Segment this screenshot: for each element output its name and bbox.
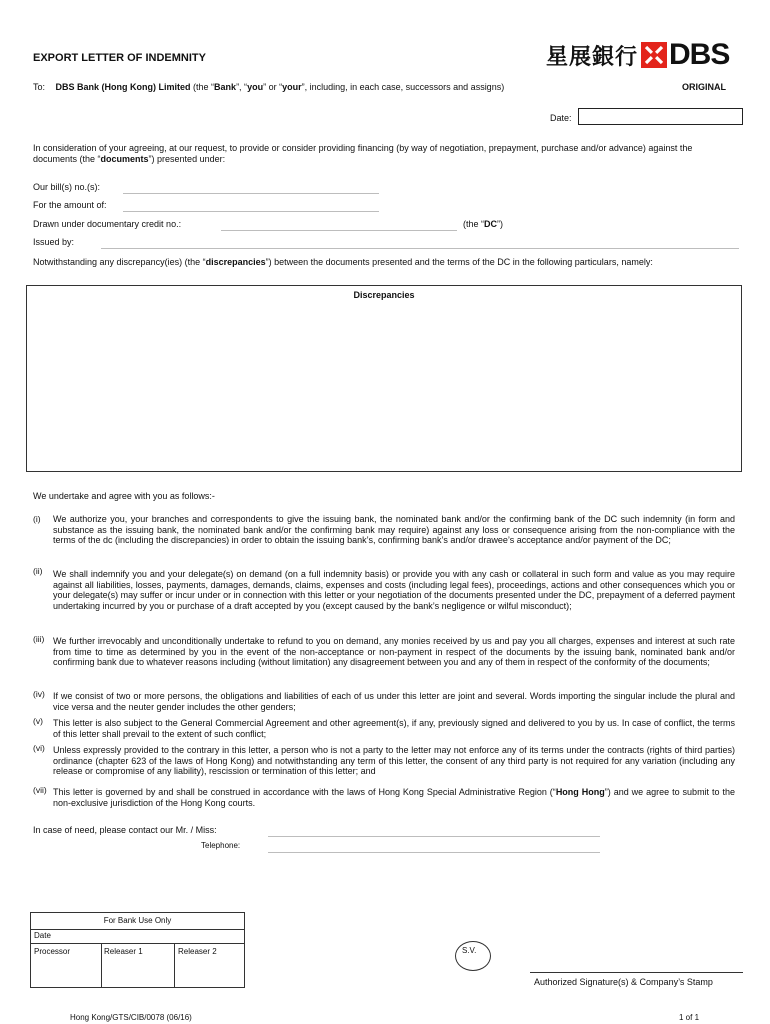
clause-5-text: This letter is also subject to the General Commercial Agreement and other agreement(s), if any, previously signed and delivered to you by us. In case of conflict, the terms of this letter shall prevail to the extent of such conflict; — [53, 718, 735, 739]
undertake-heading: We undertake and agree with you as follows:- — [33, 491, 215, 501]
dc-text-2: ”) — [497, 219, 504, 229]
discrepancy-paragraph — [33, 257, 733, 268]
bank-use-title: For Bank Use Only — [31, 913, 244, 930]
date-input[interactable] — [578, 108, 743, 125]
clause-4-number: (iv) — [33, 689, 45, 699]
term-bank: Bank — [214, 82, 237, 92]
sv-circle — [455, 941, 491, 971]
dc-label: Drawn under documentary credit no.: — [33, 219, 182, 229]
processor-cell: Processor — [34, 947, 71, 956]
clause-7-text — [53, 787, 735, 808]
to-text-4: ”, including, in each case, successors and assigns) — [301, 82, 505, 92]
dc-definition — [463, 219, 503, 230]
term-you: you — [247, 82, 264, 92]
date-label: Date: — [550, 113, 572, 123]
clause-6-text: Unless expressly provided to the contrary in this letter, a person who is not a party to the letter may not enforce any of its terms under the contracts (rights of third parties) ordinance (chapter 623 of the laws of Hong Kong) and notwithstanding any term of this letter, the consent of any third party is not required for any variation (including any release or compromise of any liability), rescission or termination of this letter; and — [53, 745, 735, 776]
dc-text-1: (the “ — [463, 219, 485, 229]
clause-3-text: We further irrevocably and unconditionally undertake to refund to you on demand, any monies received by us and pay you all charges, expenses and interest at such rate from time to time as determined by you in the event of the non-acceptance or non-payment in respect of the documents by the issuing bank, nominated bank and/or confirming bank due to whatever reasons including (without limitation) any disagreement between you and any of them in respect of the conformity of the documents; — [53, 636, 735, 667]
to-text-3: ” or “ — [263, 82, 283, 92]
contact-label: In case of need, please contact our Mr. / Miss: — [33, 825, 217, 835]
page-number: 1 of 1 — [679, 1013, 700, 1022]
discrepancies-box[interactable] — [26, 285, 742, 472]
issued-by-label: Issued by: — [33, 237, 75, 247]
to-text-1: (the “ — [190, 82, 215, 92]
bills-input[interactable] — [123, 193, 379, 194]
to-text-2: ”, “ — [236, 82, 248, 92]
term-documents: documents — [100, 153, 149, 164]
term-dc: DC — [484, 219, 498, 229]
clause-6-number: (vi) — [33, 743, 45, 753]
disc-text-1: Notwithstanding any discrepancy(ies) (the “ — [33, 257, 206, 267]
clause-5-number: (v) — [33, 716, 43, 726]
intro-text-1: In consideration of your agreeing, at our request, to provide or consider providing financing (by way of negotiation, prepayment, purchase and/or advance) against the documents (the “ — [33, 143, 693, 164]
bank-use-row-divider — [31, 943, 244, 944]
clause-2-number: (ii) — [33, 566, 43, 576]
clause-7-text-2: ”) and we agree to submit to the non-exclusive jurisdiction of the Hong Kong courts. — [53, 787, 735, 808]
dbs-logo — [546, 38, 729, 72]
issued-by-input[interactable] — [101, 248, 739, 249]
telephone-label: Telephone: — [201, 841, 241, 850]
logo-cjk-text: 星展銀行 — [546, 43, 639, 70]
bank-use-col-divider-2 — [174, 943, 175, 988]
to-bank: DBS Bank (Hong Kong) Limited — [55, 82, 191, 92]
to-label: To: — [33, 82, 46, 92]
releaser-1-cell: Releaser 1 — [104, 947, 143, 956]
discrepancies-box-title: Discrepancies — [353, 290, 415, 300]
dc-number-input[interactable] — [221, 230, 457, 231]
contact-name-input[interactable] — [268, 836, 600, 837]
form-code: Hong Kong/GTS/CIB/0078 (06/16) — [70, 1013, 192, 1022]
releaser-2-cell: Releaser 2 — [178, 947, 217, 956]
amount-label: For the amount of: — [33, 200, 107, 210]
intro-text-2: ”) presented under: — [148, 153, 226, 164]
logo-dbs-text: DBS — [669, 38, 730, 71]
clause-1-number: (i) — [33, 514, 41, 524]
clause-4-text: If we consist of two or more persons, the obligations and liabilities of each of us under this letter are joint and several. Words importing the singular include the plural and vice versa and the neuter gender includes the other genders; — [53, 691, 735, 712]
clause-3-number: (iii) — [33, 634, 45, 644]
original-label: ORIGINAL — [682, 82, 726, 92]
dbs-star-icon — [641, 42, 667, 68]
clause-7-number: (vii) — [33, 785, 47, 795]
bills-label: Our bill(s) no.(s): — [33, 182, 101, 192]
sv-label: S.V. — [462, 946, 477, 955]
intro-paragraph — [33, 143, 723, 164]
bank-use-col-divider-1 — [101, 943, 102, 988]
term-discrepancies: discrepancies — [205, 257, 266, 267]
addressee-line — [33, 82, 673, 93]
document-title: EXPORT LETTER OF INDEMNITY — [33, 52, 206, 64]
clause-1-text: We authorize you, your branches and correspondents to give the issuing bank, the nominated bank and/or the confirming bank of the DC such indemnity (in form and substance as the issuing bank, the nominated bank and/or the confirming bank may require) against any loss or consequence arising from the non-compliance with the terms of the dc (including the discrepancies) in order to obtain the issuing bank’s, confirming bank’s and/or drawee’s acceptance and/or payment of the DC; — [53, 514, 735, 545]
amount-input[interactable] — [123, 211, 379, 212]
term-your: your — [282, 82, 302, 92]
signature-label: Authorized Signature(s) & Company’s Stamp — [534, 977, 713, 987]
clause-7-text-1: This letter is governed by and shall be construed in accordance with the laws of Hong Kong Special Administrative Region (“ — [53, 787, 556, 797]
term-hong-kong: Hong Hong — [555, 787, 605, 797]
bank-use-date-label: Date — [34, 931, 51, 940]
telephone-input[interactable] — [268, 852, 600, 853]
bank-use-table — [30, 912, 245, 988]
signature-line[interactable] — [530, 972, 743, 973]
clause-2-text: We shall indemnify you and your delegate(s) on demand (on a full indemnity basis) or provide you with any cash or collateral in such form and value as you may require against all liabilities, losses, payments, damages, demands, claims, expenses and costs (including legal fees), proceedings, actions and other consequences which you or your delegate(s) may suffer or incur under or in connection with this letter or your negotiation of the documents presented under the DC, prepayment of a deferred payment undertaking incurred by you or purchase of a draft accepted by you (except caused by the bank’s negligence or wilful misconduct); — [53, 569, 735, 611]
disc-text-2: ”) between the documents presented and the terms of the DC in the following particulars, namely: — [265, 257, 653, 267]
